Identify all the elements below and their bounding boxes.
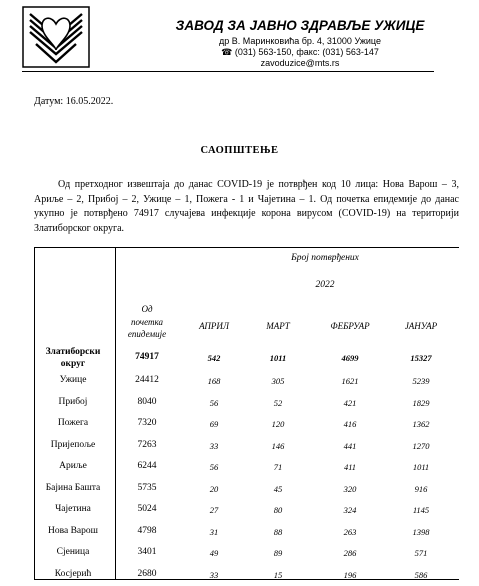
row-municipality-name: Косјерић [54, 568, 92, 579]
row-value-march: 88 [273, 526, 283, 537]
row-value-since-start: 8040 [137, 396, 157, 407]
row-value-january: 1145 [412, 505, 430, 515]
row-value-march: 71 [273, 462, 283, 472]
institute-email: zavoduzice@mts.rs [260, 58, 340, 68]
row-value-march: 146 [271, 440, 285, 451]
row-value-april: 56 [209, 397, 219, 408]
table-left-border [34, 247, 35, 579]
total-april: 542 [207, 353, 221, 363]
row-value-march: 52 [273, 397, 283, 408]
row-value-february: 441 [343, 440, 357, 451]
row-value-march: 305 [271, 376, 285, 386]
row-value-february: 196 [343, 569, 357, 580]
total-since-start: 74917 [135, 352, 159, 362]
institute-phone: ☎ (031) 563-150, факс: (031) 563-147 [221, 47, 379, 57]
row-value-since-start: 5735 [137, 482, 157, 493]
row-value-january: 5239 [412, 376, 430, 386]
row-value-since-start: 4798 [137, 525, 157, 536]
institute-name: ЗАВОД ЗА ЈАВНО ЗДРАВЉЕ УЖИЦЕ [175, 18, 425, 33]
row-value-january: 571 [414, 548, 428, 558]
header-divider [22, 71, 434, 72]
total-row-name: Златиборски округ [45, 347, 101, 369]
row-value-april: 49 [209, 548, 219, 558]
row-value-january: 1362 [412, 419, 430, 429]
row-value-january: 1270 [412, 440, 430, 451]
total-march: 1011 [269, 353, 287, 363]
row-value-since-start: 7263 [137, 439, 157, 450]
group-label: Број потврђених [291, 253, 359, 263]
row-value-january: 1011 [412, 462, 430, 472]
row-value-since-start: 24412 [135, 375, 159, 385]
row-municipality-name: Прибој [58, 396, 88, 407]
row-value-april: 20 [209, 483, 219, 494]
row-value-april: 33 [209, 440, 219, 451]
row-value-april: 27 [209, 505, 219, 515]
row-value-january: 1829 [412, 397, 430, 408]
row-value-february: 286 [343, 548, 357, 558]
row-value-since-start: 3401 [137, 547, 157, 557]
row-value-since-start: 7320 [137, 418, 157, 428]
row-value-february: 416 [343, 419, 357, 429]
row-value-january: 586 [414, 569, 428, 580]
institute-logo [22, 6, 90, 68]
row-municipality-name: Ариље [59, 461, 87, 471]
document-date: Датум: 16.05.2022. [34, 96, 114, 107]
row-value-march: 15 [273, 569, 283, 580]
row-value-april: 69 [209, 419, 219, 429]
document-title: САОПШТЕЊЕ [200, 145, 279, 156]
row-municipality-name: Сјеница [56, 547, 90, 557]
row-value-february: 411 [343, 462, 357, 472]
row-value-since-start: 5024 [137, 504, 157, 514]
row-value-since-start: 6244 [137, 461, 157, 471]
row-value-february: 1621 [341, 376, 359, 386]
column-april: АПРИЛ [199, 321, 229, 331]
row-value-march: 120 [271, 419, 285, 429]
row-municipality-name: Пожега [57, 418, 89, 428]
row-value-february: 421 [343, 397, 357, 408]
row-value-since-start: 2680 [137, 568, 157, 579]
since-start-header: Од почетка епидемије [127, 304, 167, 339]
row-value-april: 168 [207, 376, 221, 386]
row-value-april: 31 [209, 526, 219, 537]
row-value-february: 324 [343, 505, 357, 515]
year-label: 2022 [315, 280, 335, 290]
row-municipality-name: Нова Варош [48, 525, 98, 536]
row-value-february: 320 [343, 483, 357, 494]
row-value-april: 33 [209, 569, 219, 580]
row-value-march: 45 [273, 483, 283, 494]
column-february: ФЕБРУАР [330, 321, 370, 331]
row-value-february: 263 [343, 526, 357, 537]
column-march: МАРТ [266, 321, 290, 331]
row-value-april: 56 [209, 462, 219, 472]
row-municipality-name: Чајетина [55, 504, 91, 514]
column-january: ЈАНУАР [404, 321, 438, 331]
row-value-march: 89 [273, 548, 283, 558]
table-top-border [34, 247, 459, 248]
row-value-march: 80 [273, 505, 283, 515]
row-municipality-name: Пријепоље [50, 439, 96, 450]
total-february: 4699 [341, 353, 359, 363]
total-january: 15327 [410, 353, 432, 363]
row-value-january: 1398 [412, 526, 430, 537]
announcement-paragraph: Од претходног извештаја до данас COVID-19 је потврђен код 10 лица: Нова Варош – 3, Ариље – 2, Прибој – 2, Ужице – 1, Пожега - 1 и Чајетина – 1. Од почетка епидемије до данас укупно је потврђено 74917 случајева инфекције корона вирусом (COVID-19) на територији Златиборског округа. [34, 179, 459, 234]
institute-address: др В. Маринковића бр. 4, 31000 Ужице [219, 36, 381, 46]
row-municipality-name: Ужице [59, 375, 87, 385]
table-name-column-border [115, 247, 116, 579]
row-municipality-name: Бајина Башта [45, 482, 101, 493]
row-value-january: 916 [414, 483, 428, 494]
